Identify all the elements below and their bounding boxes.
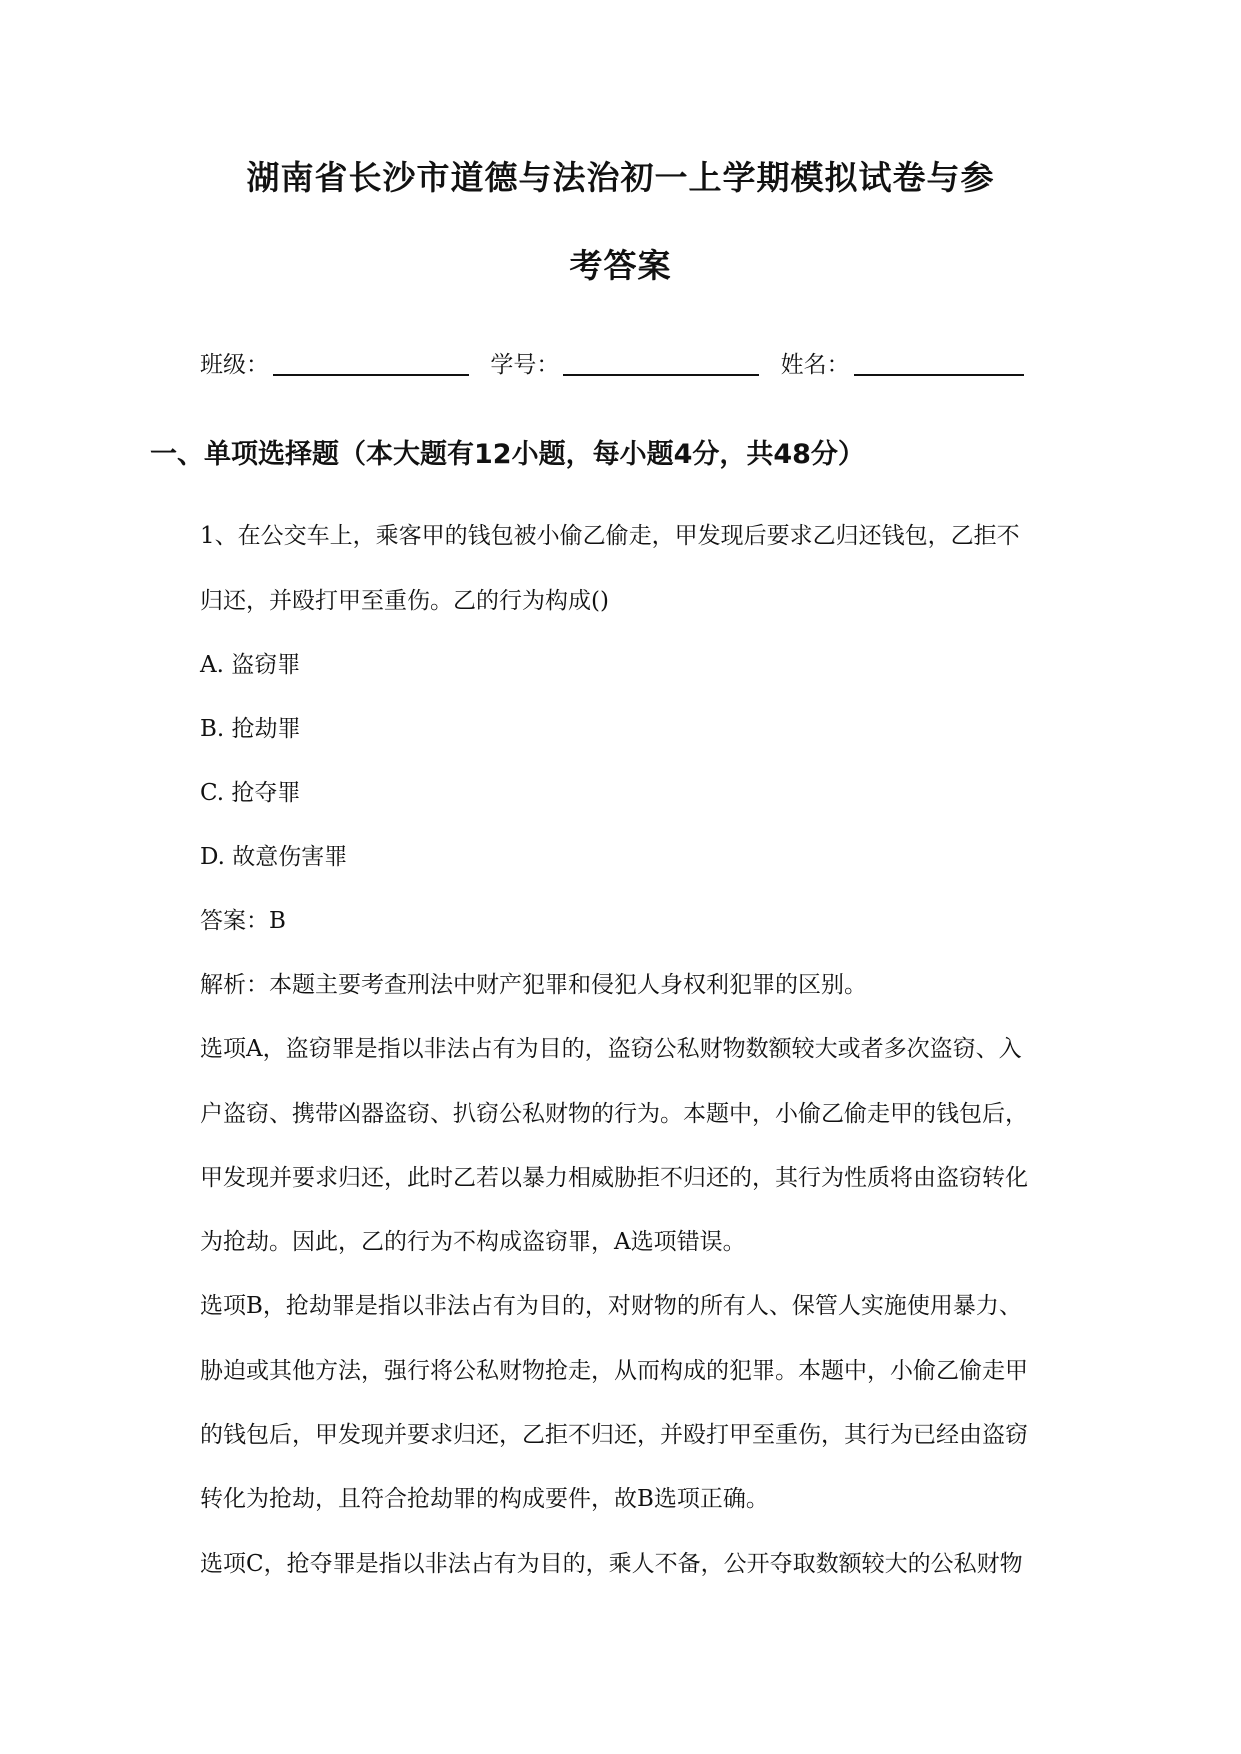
analysis-line: 转化为抢劫，且符合抢劫罪的构成要件，故B选项正确。 [200, 1486, 769, 1512]
analysis-line: 户盗窃、携带凶器盗窃、扒窃公私财物的行为。本题中，小偷乙偷走甲的钱包后， [200, 1101, 1028, 1127]
question-stem-line-1: 1、在公交车上，乘客甲的钱包被小偷乙偷走，甲发现后要求乙归还钱包，乙拒不 [200, 523, 1020, 549]
class-blank [273, 352, 469, 376]
section-heading: 一、单项选择题（本大题有12小题，每小题4分，共48分） [150, 439, 865, 470]
document-title-line-2: 考答案 [569, 246, 672, 285]
student-no-label: 学号： [490, 352, 560, 378]
analysis-intro: 解析：本题主要考查刑法中财产犯罪和侵犯人身权利犯罪的区别。 [200, 972, 867, 998]
analysis-line: 胁迫或其他方法，强行将公私财物抢走，从而构成的犯罪。本题中，小偷乙偷走甲 [200, 1358, 1028, 1384]
analysis-line: 为抢劫。因此，乙的行为不构成盗窃罪，A选项错误。 [200, 1229, 746, 1255]
analysis-line: 甲发现并要求归还，此时乙若以暴力相威胁拒不归还的，其行为性质将由盗窃转化 [200, 1165, 1028, 1191]
question-stem-line-2: 归还，并殴打甲至重伤。乙的行为构成() [200, 588, 609, 614]
student-no-blank [563, 352, 759, 376]
student-info-row [200, 350, 1038, 380]
option-a: A. 盗窃罪 [200, 652, 301, 678]
option-c: C. 抢夺罪 [200, 780, 301, 806]
document-title-line-1: 湖南省长沙市道德与法治初一上学期模拟试卷与参 [246, 158, 995, 197]
answer-line: 答案：B [200, 908, 286, 934]
analysis-line: 的钱包后，甲发现并要求归还，乙拒不归还，并殴打甲至重伤，其行为已经由盗窃 [200, 1422, 1028, 1448]
analysis-line: 选项C，抢夺罪是指以非法占有为目的，乘人不备，公开夺取数额较大的公私财物 [200, 1551, 1023, 1577]
option-b: B. 抢劫罪 [200, 716, 301, 742]
name-label: 姓名： [780, 352, 850, 378]
option-d: D. 故意伤害罪 [200, 844, 348, 870]
class-label: 班级： [200, 352, 269, 378]
analysis-line: 选项B，抢劫罪是指以非法占有为目的，对财物的所有人、保管人实施使用暴力、 [200, 1293, 1022, 1319]
analysis-line: 选项A，盗窃罪是指以非法占有为目的，盗窃公私财物数额较大或者多次盗窃、入 [200, 1036, 1022, 1062]
name-blank [854, 352, 1024, 376]
